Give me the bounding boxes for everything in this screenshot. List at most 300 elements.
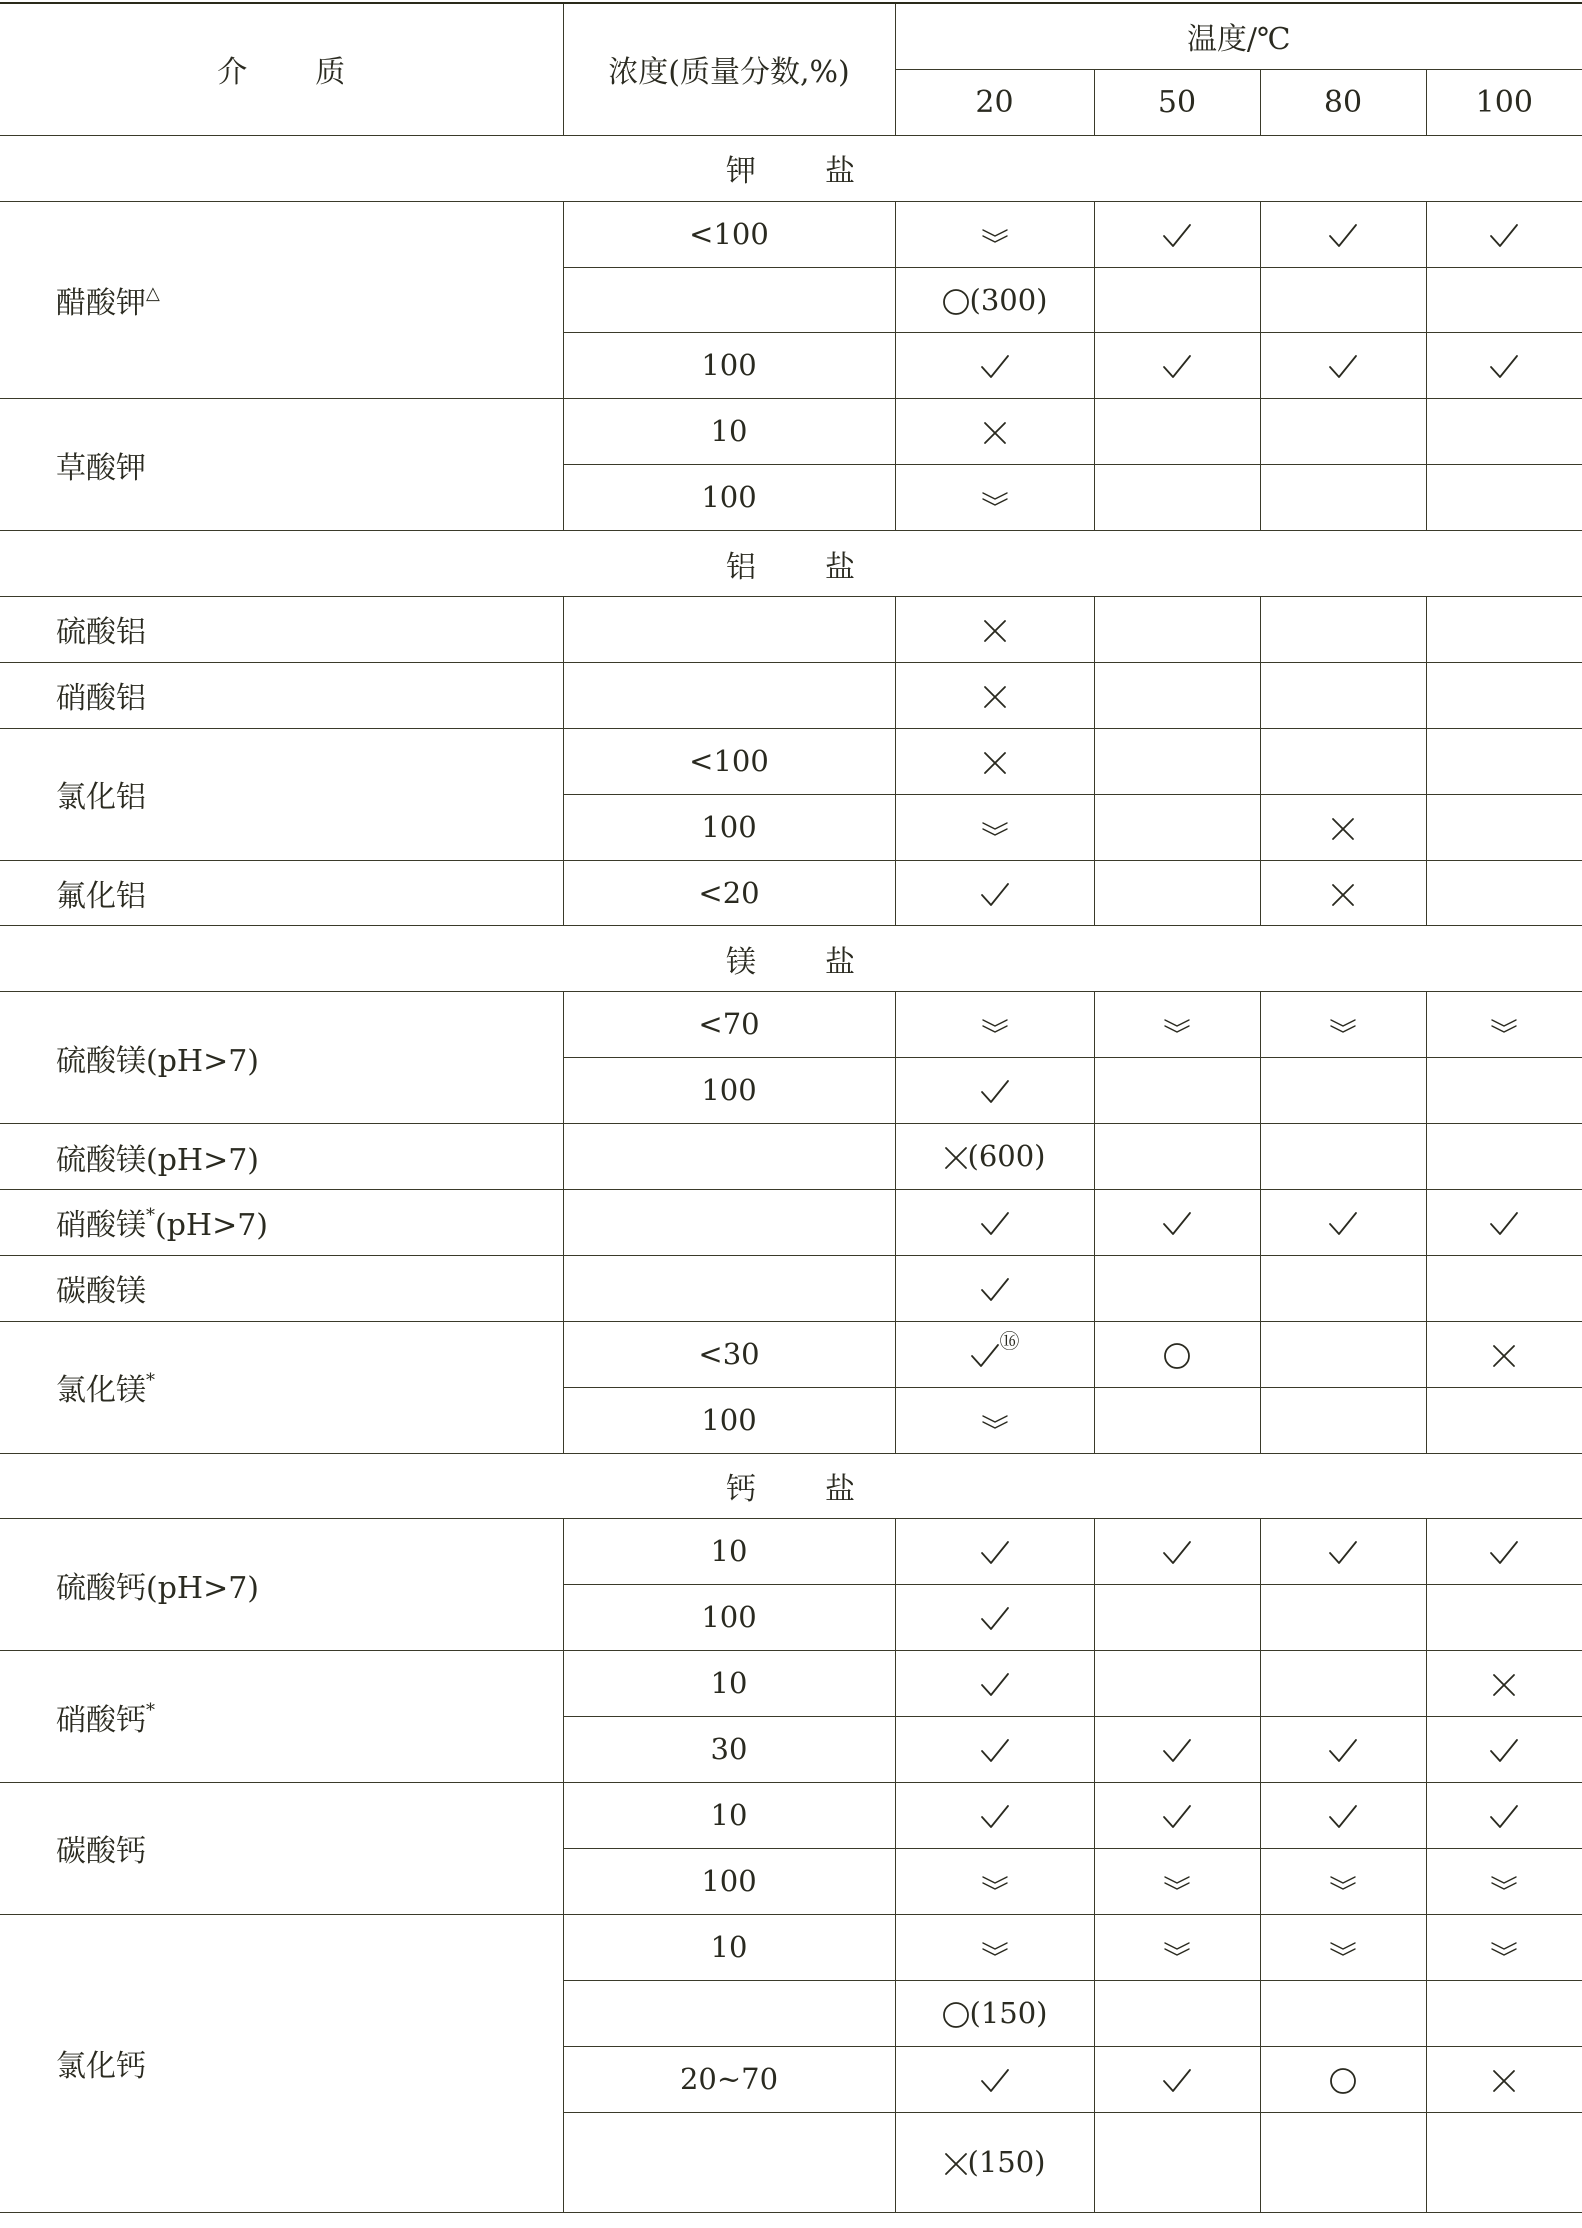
medium-name: 硫酸镁(pH>7) bbox=[56, 1043, 259, 1079]
rating-cell bbox=[1426, 1914, 1582, 1980]
check-icon bbox=[1162, 223, 1192, 249]
section-title bbox=[0, 1453, 1582, 1519]
concentration-cell bbox=[563, 597, 895, 663]
rating-cell bbox=[1094, 1387, 1260, 1453]
rating-note: (150) bbox=[967, 2144, 1046, 2179]
table-row bbox=[0, 1321, 1582, 1387]
concentration-value: 100 bbox=[701, 1600, 757, 1635]
concentration-cell bbox=[563, 1255, 895, 1321]
rating-cell bbox=[1094, 2046, 1260, 2112]
concentration-cell bbox=[563, 728, 895, 794]
rating-cell bbox=[895, 860, 1094, 926]
rating-cell bbox=[1260, 1058, 1426, 1124]
section-title-char-2: 盐 bbox=[825, 944, 857, 980]
table-row bbox=[0, 201, 1582, 267]
rating-cell bbox=[1094, 1519, 1260, 1585]
temperature-20: 20 bbox=[895, 69, 1094, 135]
concentration-cell bbox=[563, 1980, 895, 2046]
rating-cell bbox=[1094, 597, 1260, 663]
rating-cell bbox=[895, 465, 1094, 531]
rating-cell bbox=[1426, 1585, 1582, 1651]
concentration-cell bbox=[563, 465, 895, 531]
rating-cell bbox=[1260, 1980, 1426, 2046]
rating-cell bbox=[1260, 1914, 1426, 1980]
check-icon bbox=[980, 1540, 1010, 1566]
rating-cell bbox=[1426, 1387, 1582, 1453]
table-row bbox=[0, 1124, 1582, 1190]
rating-cell bbox=[1094, 1124, 1260, 1190]
medium-name-cell bbox=[0, 1190, 563, 1256]
medium-name-cell bbox=[0, 201, 563, 399]
double-chevron-down-icon bbox=[1490, 1017, 1518, 1035]
rating-cell bbox=[1260, 1848, 1426, 1914]
rating-cell bbox=[1260, 1519, 1426, 1585]
rating-cell bbox=[1426, 1124, 1582, 1190]
concentration-value: 20~70 bbox=[679, 2061, 779, 2096]
cross-icon bbox=[1331, 817, 1355, 841]
check-icon bbox=[1162, 1804, 1192, 1830]
check-icon bbox=[1162, 354, 1192, 380]
section-row bbox=[0, 926, 1582, 992]
concentration-value: 10 bbox=[710, 1797, 748, 1832]
cross-icon bbox=[1492, 1673, 1516, 1697]
check-icon bbox=[1162, 1211, 1192, 1237]
rating-cell bbox=[1094, 1190, 1260, 1256]
check-icon bbox=[1328, 1738, 1358, 1764]
rating-cell bbox=[1094, 860, 1260, 926]
rating-cell bbox=[1260, 201, 1426, 267]
rating-cell bbox=[895, 1717, 1094, 1783]
cross-icon bbox=[944, 2152, 968, 2176]
check-icon bbox=[1328, 354, 1358, 380]
double-chevron-down-icon bbox=[1163, 1940, 1191, 1958]
section-title bbox=[0, 531, 1582, 597]
rating-cell bbox=[1426, 1190, 1582, 1256]
rating-cell bbox=[895, 794, 1094, 860]
concentration-value: <100 bbox=[689, 743, 769, 778]
rating-cell bbox=[1260, 728, 1426, 794]
concentration-cell bbox=[563, 1848, 895, 1914]
rating-cell bbox=[895, 1124, 1094, 1190]
rating-cell bbox=[1426, 1519, 1582, 1585]
rating-cell bbox=[1094, 728, 1260, 794]
temperature-100: 100 bbox=[1426, 69, 1582, 135]
rating-cell bbox=[895, 2046, 1094, 2112]
double-chevron-down-icon bbox=[1490, 1874, 1518, 1892]
rating-cell bbox=[1094, 1783, 1260, 1849]
rating-cell bbox=[895, 1321, 1094, 1387]
double-chevron-down-icon bbox=[981, 1413, 1009, 1431]
rating-cell bbox=[1094, 267, 1260, 333]
rating-cell bbox=[895, 662, 1094, 728]
check-icon bbox=[980, 882, 1010, 908]
medium-name-cell bbox=[0, 1255, 563, 1321]
rating-cell bbox=[1094, 992, 1260, 1058]
temperature-80: 80 bbox=[1260, 69, 1426, 135]
cross-icon bbox=[1492, 1344, 1516, 1368]
section-title bbox=[0, 135, 1582, 201]
table-row bbox=[0, 1519, 1582, 1585]
rating-cell bbox=[1260, 992, 1426, 1058]
cross-icon bbox=[983, 619, 1007, 643]
header-row-1 bbox=[0, 3, 1582, 69]
section-title-char-2: 盐 bbox=[825, 1472, 857, 1508]
rating-cell bbox=[1260, 399, 1426, 465]
concentration-value: 100 bbox=[701, 809, 757, 844]
rating-note: (150) bbox=[969, 1995, 1048, 2030]
medium-header-char-1: 介 bbox=[217, 55, 248, 91]
rating-note: (300) bbox=[969, 282, 1048, 317]
rating-cell bbox=[1426, 992, 1582, 1058]
table-row bbox=[0, 860, 1582, 926]
table-row bbox=[0, 399, 1582, 465]
section-row bbox=[0, 531, 1582, 597]
rating-cell bbox=[1426, 662, 1582, 728]
section-title-char-2: 盐 bbox=[825, 154, 857, 190]
check-icon bbox=[1489, 1804, 1519, 1830]
check-icon bbox=[1489, 1738, 1519, 1764]
concentration-value: 100 bbox=[701, 480, 757, 515]
medium-header-char-2: 质 bbox=[315, 55, 346, 91]
rating-cell bbox=[1260, 794, 1426, 860]
concentration-value: 10 bbox=[710, 1666, 748, 1701]
rating-cell bbox=[1094, 1255, 1260, 1321]
cross-icon bbox=[983, 751, 1007, 775]
rating-cell bbox=[895, 597, 1094, 663]
rating-cell bbox=[895, 992, 1094, 1058]
concentration-cell bbox=[563, 267, 895, 333]
rating-cell bbox=[895, 1255, 1094, 1321]
rating-cell bbox=[1094, 1651, 1260, 1717]
section-title-char-1: 镁 bbox=[726, 944, 758, 980]
medium-name-cell bbox=[0, 1124, 563, 1190]
concentration-value: 100 bbox=[701, 1863, 757, 1898]
rating-cell bbox=[895, 728, 1094, 794]
page bbox=[0, 2, 1582, 2213]
medium-name: 醋酸钾 bbox=[56, 286, 146, 321]
section-row bbox=[0, 135, 1582, 201]
medium-name: 硝酸钙 bbox=[56, 1702, 146, 1738]
concentration-cell bbox=[563, 992, 895, 1058]
rating-cell bbox=[1094, 2112, 1260, 2212]
medium-name-cell bbox=[0, 860, 563, 926]
medium-name-cell bbox=[0, 399, 563, 531]
rating-cell bbox=[1260, 1585, 1426, 1651]
rating-cell bbox=[1260, 1321, 1426, 1387]
concentration-cell bbox=[563, 399, 895, 465]
medium-name: 硝酸镁 bbox=[56, 1208, 146, 1244]
rating-cell bbox=[1260, 597, 1426, 663]
rating-cell bbox=[895, 2112, 1094, 2212]
rating-cell bbox=[1094, 1914, 1260, 1980]
rating-cell bbox=[1260, 333, 1426, 399]
medium-name: 碳酸镁 bbox=[56, 1274, 146, 1310]
rating-cell bbox=[1260, 465, 1426, 531]
concentration-value: <70 bbox=[698, 1007, 760, 1042]
check-icon bbox=[980, 1738, 1010, 1764]
rating-cell bbox=[895, 1783, 1094, 1849]
concentration-header: 浓度(质量分数,%) bbox=[563, 3, 895, 135]
rating-cell bbox=[1426, 1255, 1582, 1321]
concentration-cell bbox=[563, 2112, 895, 2212]
concentration-cell bbox=[563, 1585, 895, 1651]
rating-cell bbox=[1260, 662, 1426, 728]
medium-name: 硫酸铝 bbox=[56, 615, 146, 651]
circle-icon bbox=[942, 2001, 970, 2029]
medium-name: 碳酸钙 bbox=[56, 1834, 146, 1870]
double-chevron-down-icon bbox=[1163, 1874, 1191, 1892]
rating-cell bbox=[1260, 2046, 1426, 2112]
temperature-50: 50 bbox=[1094, 69, 1260, 135]
check-icon bbox=[1489, 354, 1519, 380]
cross-icon bbox=[1492, 2069, 1516, 2093]
medium-name: 草酸钾 bbox=[56, 450, 146, 486]
concentration-value: 30 bbox=[710, 1732, 748, 1767]
rating-cell bbox=[895, 399, 1094, 465]
rating-cell bbox=[895, 1387, 1094, 1453]
concentration-cell bbox=[563, 1387, 895, 1453]
medium-header bbox=[0, 3, 563, 135]
concentration-value: 10 bbox=[710, 414, 748, 449]
circle-icon bbox=[1163, 1342, 1191, 1370]
concentration-cell bbox=[563, 1190, 895, 1256]
rating-cell bbox=[1094, 399, 1260, 465]
medium-name-cell bbox=[0, 597, 563, 663]
check-icon bbox=[980, 2068, 1010, 2094]
concentration-cell bbox=[563, 1058, 895, 1124]
check-icon bbox=[980, 1079, 1010, 1105]
concentration-cell bbox=[563, 794, 895, 860]
concentration-value: <20 bbox=[698, 875, 760, 910]
concentration-cell bbox=[563, 201, 895, 267]
rating-cell bbox=[895, 1519, 1094, 1585]
rating-cell bbox=[1260, 1651, 1426, 1717]
rating-cell bbox=[1094, 1717, 1260, 1783]
rating-cell bbox=[1094, 1585, 1260, 1651]
cross-icon bbox=[983, 421, 1007, 445]
table-row bbox=[0, 1651, 1582, 1717]
rating-cell bbox=[1260, 1783, 1426, 1849]
double-chevron-down-icon bbox=[1329, 1874, 1357, 1892]
concentration-cell bbox=[563, 860, 895, 926]
concentration-cell bbox=[563, 1519, 895, 1585]
medium-name-cell bbox=[0, 1651, 563, 1783]
medium-name: 氯化钙 bbox=[56, 2049, 146, 2085]
medium-name-suffix: (pH>7) bbox=[155, 1208, 268, 1244]
table-body bbox=[0, 135, 1582, 2212]
concentration-cell bbox=[563, 2046, 895, 2112]
rating-cell bbox=[1426, 267, 1582, 333]
rating-cell bbox=[1094, 1058, 1260, 1124]
rating-cell bbox=[1426, 1783, 1582, 1849]
rating-cell bbox=[1426, 860, 1582, 926]
medium-name-cell bbox=[0, 662, 563, 728]
check-icon bbox=[970, 1343, 1000, 1369]
check-icon bbox=[980, 1277, 1010, 1303]
check-icon bbox=[1489, 1540, 1519, 1566]
medium-name-cell bbox=[0, 1321, 563, 1453]
concentration-value: 100 bbox=[701, 1073, 757, 1108]
rating-cell bbox=[1094, 1848, 1260, 1914]
rating-cell bbox=[1260, 860, 1426, 926]
double-chevron-down-icon bbox=[1163, 1017, 1191, 1035]
medium-name: 硝酸铝 bbox=[56, 681, 146, 717]
medium-name: 硫酸镁(pH>7) bbox=[56, 1142, 259, 1178]
rating-cell bbox=[1260, 2112, 1426, 2212]
double-chevron-down-icon bbox=[981, 490, 1009, 508]
rating-cell bbox=[1094, 1980, 1260, 2046]
rating-cell bbox=[1094, 465, 1260, 531]
medium-mark: △ bbox=[146, 283, 160, 304]
rating-cell bbox=[1426, 1321, 1582, 1387]
rating-cell bbox=[1426, 2112, 1582, 2212]
double-chevron-down-icon bbox=[1329, 1940, 1357, 1958]
concentration-value: <30 bbox=[698, 1336, 760, 1371]
rating-note: (600) bbox=[967, 1139, 1046, 1174]
check-icon bbox=[1328, 1211, 1358, 1237]
medium-name: 氟化铝 bbox=[56, 879, 146, 915]
rating-cell bbox=[1260, 1124, 1426, 1190]
check-icon bbox=[980, 1672, 1010, 1698]
rating-cell bbox=[1094, 333, 1260, 399]
rating-cell bbox=[895, 1980, 1094, 2046]
rating-cell bbox=[1094, 794, 1260, 860]
double-chevron-down-icon bbox=[981, 1874, 1009, 1892]
medium-name-cell bbox=[0, 1783, 563, 1915]
check-icon bbox=[1162, 1738, 1192, 1764]
medium-name-cell bbox=[0, 992, 563, 1124]
rating-cell bbox=[1094, 1321, 1260, 1387]
double-chevron-down-icon bbox=[1490, 1940, 1518, 1958]
rating-cell bbox=[1260, 1387, 1426, 1453]
medium-name: 硫酸钙(pH>7) bbox=[56, 1570, 259, 1606]
check-icon bbox=[1489, 223, 1519, 249]
medium-name-cell bbox=[0, 728, 563, 860]
rating-cell bbox=[895, 267, 1094, 333]
rating-cell bbox=[1426, 597, 1582, 663]
rating-cell bbox=[895, 1058, 1094, 1124]
table-row bbox=[0, 992, 1582, 1058]
rating-cell bbox=[1426, 1848, 1582, 1914]
concentration-value: 10 bbox=[710, 1534, 748, 1569]
section-title bbox=[0, 926, 1582, 992]
rating-cell bbox=[895, 201, 1094, 267]
rating-cell bbox=[895, 1914, 1094, 1980]
cross-icon bbox=[1331, 883, 1355, 907]
check-icon bbox=[980, 1211, 1010, 1237]
concentration-value: <100 bbox=[689, 216, 769, 251]
medium-name-cell bbox=[0, 1519, 563, 1651]
rating-cell bbox=[1426, 2046, 1582, 2112]
concentration-value: 100 bbox=[701, 348, 757, 383]
rating-cell bbox=[1426, 1058, 1582, 1124]
check-icon bbox=[1328, 1540, 1358, 1566]
concentration-cell bbox=[563, 1717, 895, 1783]
medium-name: 氯化铝 bbox=[56, 780, 146, 816]
rating-cell bbox=[1426, 201, 1582, 267]
table-row bbox=[0, 597, 1582, 663]
rating-cell bbox=[1426, 728, 1582, 794]
check-icon bbox=[980, 1606, 1010, 1632]
double-chevron-down-icon bbox=[981, 820, 1009, 838]
rating-cell bbox=[895, 333, 1094, 399]
table-row bbox=[0, 728, 1582, 794]
temperature-header: 温度/℃ bbox=[895, 3, 1582, 69]
corrosion-resistance-table bbox=[0, 2, 1582, 2213]
concentration-cell bbox=[563, 1124, 895, 1190]
concentration-cell bbox=[563, 333, 895, 399]
rating-cell bbox=[1094, 201, 1260, 267]
rating-note: ⑯ bbox=[999, 1328, 1020, 1353]
check-icon bbox=[1328, 223, 1358, 249]
rating-cell bbox=[895, 1585, 1094, 1651]
table-row bbox=[0, 1914, 1582, 1980]
section-title-char-1: 钙 bbox=[726, 1472, 758, 1508]
rating-cell bbox=[895, 1651, 1094, 1717]
section-row bbox=[0, 1453, 1582, 1519]
rating-cell bbox=[1426, 1717, 1582, 1783]
concentration-value: 100 bbox=[701, 1402, 757, 1437]
double-chevron-down-icon bbox=[981, 1017, 1009, 1035]
rating-cell bbox=[1094, 662, 1260, 728]
concentration-cell bbox=[563, 1783, 895, 1849]
rating-cell bbox=[1260, 1717, 1426, 1783]
concentration-cell bbox=[563, 1321, 895, 1387]
medium-mark: * bbox=[146, 1699, 155, 1721]
cross-icon bbox=[944, 1146, 968, 1170]
table-row bbox=[0, 662, 1582, 728]
concentration-cell bbox=[563, 1914, 895, 1980]
rating-cell bbox=[1426, 333, 1582, 399]
medium-mark: * bbox=[146, 1205, 155, 1227]
check-icon bbox=[1162, 2068, 1192, 2094]
rating-cell bbox=[1426, 1651, 1582, 1717]
rating-cell bbox=[895, 1190, 1094, 1256]
section-title-char-1: 铝 bbox=[726, 549, 758, 585]
circle-icon bbox=[942, 288, 970, 316]
table-row bbox=[0, 1255, 1582, 1321]
rating-cell bbox=[1426, 465, 1582, 531]
rating-cell bbox=[1426, 399, 1582, 465]
check-icon bbox=[1328, 1804, 1358, 1830]
concentration-value: 10 bbox=[710, 1929, 748, 1964]
medium-name-cell bbox=[0, 1914, 563, 2212]
rating-cell bbox=[1260, 267, 1426, 333]
check-icon bbox=[980, 1804, 1010, 1830]
concentration-cell bbox=[563, 1651, 895, 1717]
rating-cell bbox=[1260, 1190, 1426, 1256]
double-chevron-down-icon bbox=[1329, 1017, 1357, 1035]
double-chevron-down-icon bbox=[981, 1940, 1009, 1958]
section-title-char-1: 钾 bbox=[726, 154, 758, 190]
rating-cell bbox=[1260, 1255, 1426, 1321]
rating-cell bbox=[1426, 1980, 1582, 2046]
medium-mark: * bbox=[146, 1370, 155, 1392]
section-title-char-2: 盐 bbox=[825, 549, 857, 585]
table-row bbox=[0, 1190, 1582, 1256]
cross-icon bbox=[983, 685, 1007, 709]
circle-icon bbox=[1329, 2067, 1357, 2095]
rating-cell bbox=[1426, 794, 1582, 860]
table-row bbox=[0, 1783, 1582, 1849]
check-icon bbox=[1162, 1540, 1192, 1566]
check-icon bbox=[1489, 1211, 1519, 1237]
concentration-cell bbox=[563, 662, 895, 728]
double-chevron-down-icon bbox=[981, 227, 1009, 245]
check-icon bbox=[980, 354, 1010, 380]
rating-cell bbox=[895, 1848, 1094, 1914]
medium-name: 氯化镁 bbox=[56, 1373, 146, 1409]
